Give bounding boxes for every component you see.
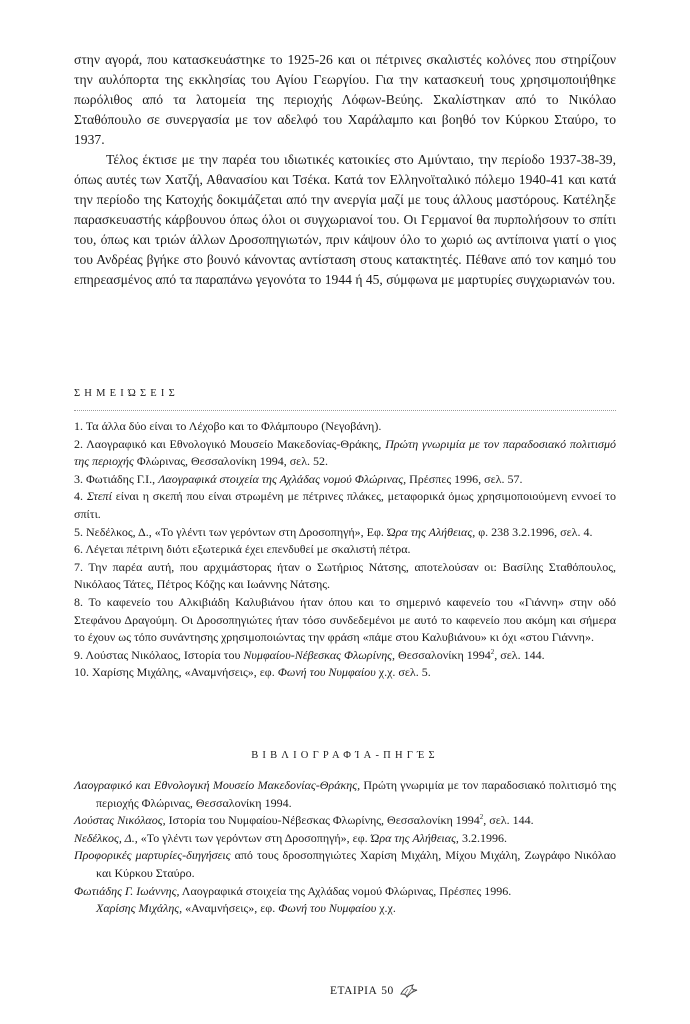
bibliography-item: Λαογραφικό και Εθνολογική Μουσείο Μακεδονίας-Θράκης, Πρώτη γνωριμία με τον παραδοσιακό πολιτισμό της περιοχής Φλώρινας, Θεσσαλονίκη 1994. [74, 778, 616, 810]
bibliography-item: Χαρίσης Μιχάλης, «Αναμνήσεις», εφ. Φωνή του Νυμφαίου χ.χ. [96, 901, 396, 916]
body-paragraph: στην αγορά, που κατασκευάστηκε το 1925-26 και οι πέτρινες σκαλιστές κολόνες που στηρίζουν την αυλόπορτα της εκκλησίας του Αγίου Γεωργίου. Για την κατασκευή τους χρησιμοποιήθηκε πωρόλιθος από τα λατομεία της περιοχής Λόφων-Βεύης. Σκαλίστηκαν από το Νικόλαο Σταθόπουλο σε συνεργασία με τον αδελφό του Χαράλαμπο και βοηθό τον Κύρκου Σταύρο, το 1937. [74, 52, 616, 147]
note-item: 6. Λέγεται πέτρινη διότι εξωτερικά έχει επενδυθεί με σκαλιστή πέτρα. [74, 542, 411, 557]
note-item: 9. Λούστας Νικόλαος, Ιστορία του Νυμφαίου-Νέβεσκας Φλωρίνης, Θεσσαλονίκη 1994$^2$, σελ. 144. [74, 647, 545, 662]
note-item: 3. Φωτιάδης Γ.Ι., Λαογραφικά στοιχεία της Αχλάδας νομού Φλώρινας, Πρέσπες 1996, σελ. 57. [74, 471, 523, 486]
bibliography-item: Λούστας Νικόλαος, Ιστορία του Νυμφαίου-Νέβεσκας Φλωρίνης, Θεσσαλονίκη 1994$^2$, σελ. 144. [74, 813, 534, 828]
note-item: 5. Νεδέλκος, Δ., «Το γλέντι των γερόντων στη Δροσοπηγή», Εφ. Ώρα της Αλήθειας, φ. 238 3.2.1996, σελ. 4. [74, 524, 593, 539]
note-item: 2. Λαογραφικό και Εθνολογικό Μουσείο Μακεδονίας-Θράκης, Πρώτη γνωριμία με τον παραδοσιακό πολιτισμό της περιοχής Φλώρινας, Θεσσαλονίκη 1994, σελ. 52. [74, 436, 616, 469]
page-footer [330, 982, 460, 1000]
page-number: 50 [381, 985, 394, 997]
bibliography-heading: ΒΙΒΛΙΟΓΡΑΦΊΑ-ΠΗΓΈΣ [251, 750, 439, 761]
note-item: 8. Το καφενείο του Αλκιβιάδη Καλυβιάνου ήταν όπου και το σημερινό καφενείο του «Γιάννη» στην οδό Στεφάνου Δραγούμη. Οι Δροσοπηγιώτες ήταν τόσο συνδεδεμένοι με αυτό το καφενείο που ακόμη και σήμερα το έχουν ως τόπο συνάντησης χρησιμοποιώντας την φράση «πάμε στου Καλυβιάνου» κι όχι «στου Γιάννη». [74, 594, 616, 645]
bibliography-list [74, 777, 616, 918]
divider [74, 410, 616, 411]
note-item: 10. Χαρίσης Μιχάλης, «Αναμνήσεις», εφ. Φωνή του Νυμφαίου χ.χ. σελ. 5. [74, 665, 431, 680]
body-paragraph: Τέλος έκτισε με την παρέα του ιδιωτικές κατοικίες στο Αμύνταιο, την περίοδο 1937-38-39, όπως αυτές των Χατζή, Αθανασίου και Τσέκα. Κατά τον Ελληνοϊταλικό πόλεμο 1940-41 και κατά την περίοδο της Κατοχής δοκιμάζεται από την ανεργία μαζί με τους άλλους μαστόρους. Κατέληξε παρασκευαστής κάρβουνου όπως όλοι οι συγχωριανοί του. Οι Γερμανοί θα πυρπολήσουν το σπίτι του, όπως και τριών άλλων Δροσοπηγιωτών, πριν κάψουν όλο το χωριό ως αντίποινα γιατί ο γιος του Ανδρέας βγήκε στο βουνό κάνοντας αντίσταση στους κατακτητές. Πέθανε από τον καημό του επηρεασμένος από τα παραπάνω γεγονότα το 1944 ή 45, σύμφωνα με μαρτυρίες συγχωριανών του. [74, 152, 616, 287]
notes-heading: ΣΗΜΕΙΏΣΕΙΣ [74, 388, 179, 399]
note-item: 1. Τα άλλα δύο είναι το Λέχοβο και το Φλάμπουρο (Νεγοβάνη). [74, 419, 382, 433]
body-text [74, 50, 616, 290]
notes-list [74, 418, 616, 682]
note-item: 7. Την παρέα αυτή, που αρχιμάστορας ήταν ο Σωτήριος Νάτσης, αποτελούσαν οι: Βασίλης Σταθόπουλος, Νικόλαος Τάτες, Πέτρος Κόζης και Ιωάννης Νάτσης. [74, 559, 616, 592]
footer-label: ΕΤΑΙΡΙΑ [330, 985, 378, 997]
bibliography-item: Νεδέλκος, Δ., «Το γλέντι των γερόντων στη Δροσοπηγή», εφ. Ώρα της Αλήθειας, 3.2.1996. [74, 830, 507, 845]
bibliography-item: Φωτιάδης Γ. Ιωάννης, Λαογραφικά στοιχεία της Αχλάδας νομού Φλώρινας, Πρέσπες 1996. [74, 883, 512, 898]
emblem-icon [398, 982, 420, 1000]
bibliography-item: Προφορικές μαρτυρίες-διηγήσεις από τους δροσοπηγιώτες Χαρίση Μιχάλη, Μίχου Μιχάλη, Ζωγράφο Νικόλαο και Κύρκου Σταύρο. [74, 848, 617, 880]
note-item: 4. Στεπί είναι η σκεπή που είναι στρωμένη με πέτρινες πλάκες, μεταφορικά όμως χρησιμοποιούμενη εννοεί το σπίτι. [74, 489, 617, 521]
